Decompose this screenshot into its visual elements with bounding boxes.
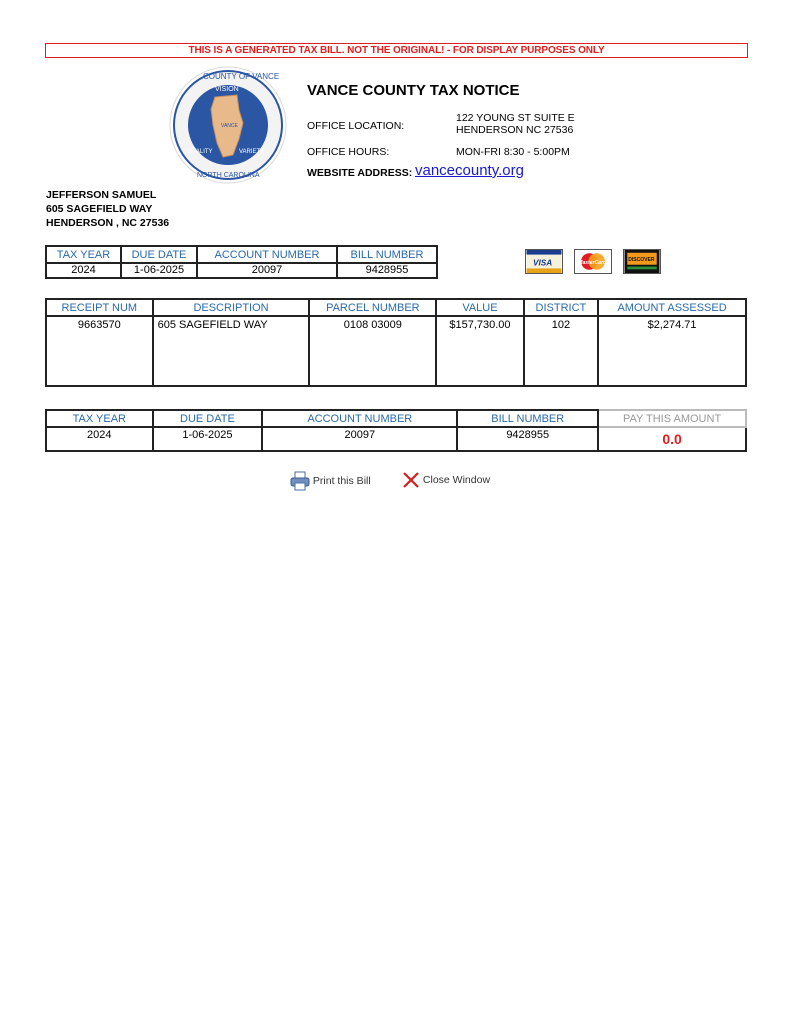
pay-value-tax-year: 2024	[46, 427, 153, 451]
seal-map-label: VANCE	[221, 123, 238, 129]
website-label: WEBSITE ADDRESS:	[307, 167, 413, 179]
cell-description: 605 SAGEFIELD WAY	[153, 316, 310, 386]
header-value: VALUE	[436, 299, 524, 316]
cell-amount-assessed: $2,274.71	[598, 316, 746, 386]
header-tax-year: TAX YEAR	[46, 246, 121, 263]
office-location-line1: 122 YOUNG ST SUITE E	[456, 112, 575, 124]
details-table	[45, 298, 747, 387]
office-hours-label: OFFICE HOURS:	[307, 146, 390, 158]
header-account-number: ACCOUNT NUMBER	[197, 246, 337, 263]
pay-value-due-date: 1-06-2025	[153, 427, 263, 451]
value-bill-number: 9428955	[337, 263, 437, 278]
header-receipt-num: RECEIPT NUM	[46, 299, 153, 316]
seal-year-left: 18	[199, 122, 207, 129]
pay-value-bill-number: 9428955	[457, 427, 598, 451]
seal-variety: VARIETY	[239, 149, 265, 155]
seal-top-text: COUNTY OF VANCE	[203, 72, 280, 81]
cell-parcel-number: 0108 03009	[309, 316, 436, 386]
close-window-button[interactable]	[402, 471, 490, 489]
seal-year-right: 81	[249, 122, 257, 129]
pay-header-account-number: ACCOUNT NUMBER	[262, 410, 457, 427]
pay-header-bill-number: BILL NUMBER	[457, 410, 598, 427]
county-seal-logo	[163, 65, 293, 185]
taxpayer-street: 605 SAGEFIELD WAY	[46, 203, 153, 215]
payment-table	[45, 409, 747, 452]
header-parcel-number: PARCEL NUMBER	[309, 299, 436, 316]
print-bill-label: Print this Bill	[312, 474, 371, 487]
cell-district: 102	[524, 316, 598, 386]
cell-value: $157,730.00	[436, 316, 524, 386]
printer-icon	[290, 471, 310, 491]
pay-header-pay-amount: PAY THIS AMOUNT	[598, 410, 746, 427]
office-location-label: OFFICE LOCATION:	[307, 120, 405, 132]
cell-receipt-num: 9663570	[46, 316, 153, 386]
taxpayer-name: JEFFERSON SAMUEL	[46, 189, 157, 201]
office-hours-value: MON-FRI 8:30 - 5:00PM	[456, 146, 570, 158]
value-tax-year: 2024	[46, 263, 121, 278]
office-location-line2: HENDERSON NC 27536	[456, 124, 574, 136]
table-row	[46, 316, 746, 386]
mastercard-icon	[574, 249, 612, 274]
taxpayer-city: HENDERSON , NC 27536	[46, 217, 170, 229]
seal-state-text: NORTH CAROLINA	[197, 172, 260, 179]
header-bill-number: BILL NUMBER	[337, 246, 437, 263]
value-account-number: 20097	[197, 263, 337, 278]
seal-vision: VISION	[215, 86, 239, 93]
taxpayer-address	[46, 188, 169, 230]
svg-text:VISA: VISA	[532, 258, 553, 268]
pay-header-tax-year: TAX YEAR	[46, 410, 153, 427]
website-link[interactable]: vancecounty.org	[415, 162, 524, 179]
pay-this-amount-value: 0.0	[598, 427, 746, 451]
pay-header-due-date: DUE DATE	[153, 410, 263, 427]
header-due-date: DUE DATE	[121, 246, 197, 263]
seal-vitality: VITALITY	[187, 149, 213, 155]
discover-card-icon	[623, 249, 661, 274]
pay-value-account-number: 20097	[262, 427, 457, 451]
svg-text:MasterCard: MasterCard	[578, 259, 607, 266]
header-description: DESCRIPTION	[153, 299, 310, 316]
header-amount-assessed: AMOUNT ASSESSED	[598, 299, 746, 316]
visa-card-icon	[525, 249, 563, 274]
value-due-date: 1-06-2025	[121, 263, 197, 278]
svg-text:DISCOVER: DISCOVER	[628, 257, 655, 264]
print-bill-button[interactable]	[290, 471, 371, 491]
bill-summary-table	[45, 245, 438, 279]
close-icon	[402, 471, 420, 489]
close-window-label: Close Window	[422, 473, 491, 486]
disclaimer-banner: THIS IS A GENERATED TAX BILL. NOT THE ORIGINAL! - FOR DISPLAY PURPOSES ONLY	[45, 43, 748, 58]
header-district: DISTRICT	[524, 299, 598, 316]
notice-title: VANCE COUNTY TAX NOTICE	[307, 82, 520, 99]
